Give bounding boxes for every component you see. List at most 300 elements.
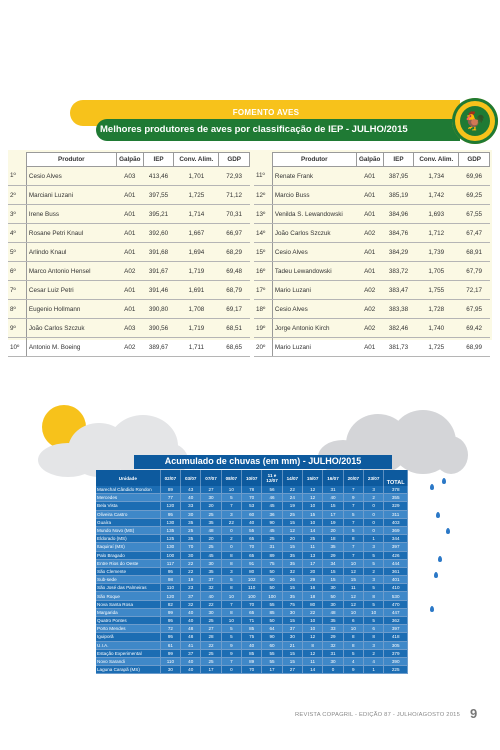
producer-name: Irene Buss [26,205,116,224]
rain-value-cell: 15 [282,543,302,551]
rain-value-cell: 8 [221,559,241,567]
rain-value-cell: 7 [221,502,241,510]
rank-cell: 20º [254,338,272,357]
rain-value-cell: 22 [282,486,302,494]
page-number: 9 [470,706,478,721]
rank-cell: 14º [254,224,272,243]
rain-value-cell: 12 [343,567,363,575]
rain-value-cell: 48 [181,633,201,641]
rain-value-cell: 22 [221,518,241,526]
gdp-cell: 68,99 [459,338,490,357]
producer-row [8,338,250,357]
producer-name: Cesio Alves [272,243,356,262]
rain-col-date: 02/07 [160,470,180,486]
rain-value-cell: 95 [160,510,180,518]
gdp-cell: 72,93 [219,167,250,186]
col-header-galpao: Galpão [356,153,383,167]
rain-value-cell: 135 [160,526,180,534]
rain-value-cell: 10 [303,625,323,633]
rain-value-cell: 28 [201,633,221,641]
rain-value-cell: 15 [282,657,302,665]
rain-value-cell: 10 [221,592,241,600]
rain-value-cell: 15 [282,617,302,625]
rain-value-cell: 30 [323,657,343,665]
rain-value-cell: 33 [181,502,201,510]
galpao-cell: A01 [116,224,143,243]
conv-cell: 1,725 [174,186,219,205]
producer-row [254,167,490,186]
rain-total-cell: 362 [384,617,408,625]
conv-cell: 1,755 [414,281,459,300]
rain-value-cell: 9 [221,641,241,649]
conv-cell: 1,719 [174,262,219,281]
iep-cell: 387,95 [383,167,414,186]
rain-value-cell: 5 [364,559,384,567]
rain-value-cell: 8 [303,641,323,649]
rain-value-cell: 55 [262,600,282,608]
rain-value-cell: 4 [364,657,384,665]
rain-row [96,584,408,592]
raindrop-icon [434,572,438,578]
iep-cell: 395,21 [143,205,174,224]
raindrop-icon [446,528,450,534]
rain-unit-name: São Clemente [96,567,160,575]
rain-value-cell: 15 [282,584,302,592]
rain-value-cell: 31 [323,486,343,494]
rain-value-cell: 0 [221,543,241,551]
rain-value-cell: 20 [201,535,221,543]
rank-cell: 9º [8,319,26,338]
rain-value-cell: 0 [364,510,384,518]
rain-unit-name: Itaquiraí (MS) [96,543,160,551]
rain-value-cell: 99 [160,649,180,657]
col-header-conv: Conv. Alim. [174,153,219,167]
rain-value-cell: 10 [343,559,363,567]
rain-value-cell: 78 [242,486,262,494]
rain-value-cell: 89 [262,551,282,559]
rain-row [96,592,408,600]
rain-value-cell: 25 [201,617,221,625]
gdp-cell: 72,17 [459,281,490,300]
rain-total-cell: 397 [384,543,408,551]
rain-value-cell: 31 [262,543,282,551]
conv-cell: 1,694 [174,243,219,262]
rain-value-cell: 0 [364,502,384,510]
rain-value-cell: 50 [323,592,343,600]
col-header-produtor: Produtor [26,153,116,167]
producers-table-right [254,152,490,357]
rain-value-cell: 10 [303,502,323,510]
rain-row [96,526,408,534]
rain-total-cell: 410 [384,584,408,592]
rain-value-cell: 25 [282,510,302,518]
rain-value-cell: 7 [343,486,363,494]
magazine-footer: REVISTA COPAGRIL - EDIÇÃO 87 - JULHO/AGOSTO 2015 [295,712,460,718]
rain-value-cell: 35 [201,567,221,575]
rain-value-cell: 37 [181,592,201,600]
rain-row [96,600,408,608]
rain-value-cell: 9 [221,649,241,657]
galpao-cell: A01 [356,243,383,262]
rank-cell: 16º [254,262,272,281]
col-header-iep: IEP [143,153,174,167]
gdp-cell: 71,12 [219,186,250,205]
gdp-cell: 68,29 [219,243,250,262]
rain-total-cell: 379 [384,649,408,657]
rain-value-cell: 40 [181,494,201,502]
rain-value-cell: 65 [242,608,262,616]
producer-row [254,338,490,357]
rain-value-cell: 60 [262,641,282,649]
rain-value-cell: 31 [323,649,343,657]
rain-value-cell: 10 [221,486,241,494]
rain-value-cell: 7 [221,657,241,665]
rank-cell: 15º [254,243,272,262]
rain-value-cell: 12 [282,526,302,534]
rain-value-cell: 0 [323,666,343,674]
rain-value-cell: 45 [201,551,221,559]
rain-value-cell: 102 [242,576,262,584]
rain-value-cell: 40 [242,518,262,526]
iep-cell: 383,38 [383,300,414,319]
rain-value-cell: 7 [343,551,363,559]
rain-col-date: 14/07 [282,470,302,486]
rain-value-cell: 8 [343,535,363,543]
rain-value-cell: 15 [323,502,343,510]
rain-value-cell: 110 [160,657,180,665]
rain-value-cell: 60 [242,510,262,518]
rain-value-cell: 35 [323,617,343,625]
gdp-cell: 69,96 [459,167,490,186]
rain-value-cell: 64 [262,625,282,633]
rain-value-cell: 30 [323,584,343,592]
rain-value-cell: 50 [262,576,282,584]
rain-value-cell: 10 [221,617,241,625]
col-header-galpao: Galpão [116,153,143,167]
rain-value-cell: 25 [303,535,323,543]
rain-value-cell: 6 [343,617,363,625]
rain-total-cell: 369 [384,526,408,534]
rain-value-cell: 27 [201,486,221,494]
galpao-cell: A01 [356,186,383,205]
rain-value-cell: 8 [221,584,241,592]
conv-cell: 1,734 [414,167,459,186]
rain-value-cell: 77 [160,494,180,502]
producer-row [8,205,250,224]
rain-row [96,486,408,494]
rank-cell: 13º [254,205,272,224]
producer-row [254,300,490,319]
rain-value-cell: 120 [160,592,180,600]
producer-name: Mario Luzani [272,338,356,357]
producer-name: João Carlos Szczuk [272,224,356,243]
rain-unit-name: Nova Santa Rosa [96,600,160,608]
producer-row [8,281,250,300]
producer-row [8,224,250,243]
rank-cell: 3º [8,205,26,224]
rain-value-cell: 50 [262,567,282,575]
rain-value-cell: 3 [364,543,384,551]
iep-cell: 384,96 [383,205,414,224]
rain-value-cell: 120 [160,502,180,510]
gdp-cell: 69,48 [219,262,250,281]
conv-cell: 1,725 [414,338,459,357]
rain-value-cell: 10 [303,617,323,625]
rain-value-cell: 11 [303,543,323,551]
conv-cell: 1,728 [414,300,459,319]
rain-value-cell: 15 [323,576,343,584]
rain-row [96,641,408,649]
rain-col-date: 11 e 12/07 [262,470,282,486]
rain-total-cell: 378 [384,486,408,494]
rain-value-cell: 89 [242,657,262,665]
rank-cell: 1º [8,167,26,186]
rain-value-cell: 40 [181,657,201,665]
rain-value-cell: 25 [201,543,221,551]
rain-row [96,657,408,665]
rain-value-cell: 100 [160,551,180,559]
rain-total-cell: 397 [384,625,408,633]
rain-value-cell: 12 [303,633,323,641]
rain-value-cell: 40 [181,617,201,625]
rain-title: Acumulado de chuvas (em mm) - JULHO/2015 [164,456,362,466]
rain-row [96,494,408,502]
rain-value-cell: 40 [201,592,221,600]
galpao-cell: A01 [356,167,383,186]
rain-value-cell: 32 [323,641,343,649]
rain-value-cell: 17 [201,666,221,674]
rain-value-cell: 21 [282,641,302,649]
rain-value-cell: 65 [242,535,262,543]
iep-cell: 390,56 [143,319,174,338]
rain-value-cell: 29 [303,576,323,584]
rain-value-cell: 32 [181,600,201,608]
rain-value-cell: 9 [343,494,363,502]
gdp-cell: 66,97 [219,224,250,243]
rain-value-cell: 75 [242,633,262,641]
rain-unit-name: Palo Bragado [96,551,160,559]
rain-col-date: 03/07 [181,470,201,486]
rain-unit-name: U.I.A. [96,641,160,649]
producer-row [254,243,490,262]
rain-value-cell: 14 [303,666,323,674]
rain-value-cell: 36 [262,510,282,518]
rain-value-cell: 5 [364,584,384,592]
gdp-cell: 69,42 [459,319,490,338]
rain-value-cell: 70 [242,666,262,674]
rain-value-cell: 12 [303,494,323,502]
rain-total-cell: 444 [384,559,408,567]
producer-row [8,167,250,186]
rain-value-cell: 10 [343,608,363,616]
rank-cell: 17º [254,281,272,300]
conv-cell: 1,691 [174,281,219,300]
producer-name: Cesio Alves [272,300,356,319]
rain-value-cell: 35 [323,543,343,551]
rain-row [96,559,408,567]
rain-unit-name: Mercedes [96,494,160,502]
rain-value-cell: 12 [343,592,363,600]
iep-cell: 390,80 [143,300,174,319]
rain-row [96,576,408,584]
rain-total-cell: 470 [384,600,408,608]
rain-value-cell: 37 [181,649,201,657]
producer-row [8,243,250,262]
iep-cell: 383,47 [383,281,414,300]
rain-value-cell: 35 [201,518,221,526]
rain-value-cell: 40 [181,666,201,674]
rain-value-cell: 20 [201,502,221,510]
rain-value-cell: 0 [221,526,241,534]
producer-row [254,281,490,300]
rain-value-cell: 19 [323,518,343,526]
rain-row [96,502,408,510]
iep-cell: 384,76 [383,224,414,243]
rain-value-cell: 45 [262,526,282,534]
rain-value-cell: 20 [323,526,343,534]
rain-value-cell: 22 [201,600,221,608]
rain-value-cell: 8 [221,608,241,616]
rain-value-cell: 50 [262,584,282,592]
rain-value-cell: 30 [181,551,201,559]
rain-value-cell: 5 [364,600,384,608]
rain-value-cell: 100 [262,592,282,600]
rain-total-cell: 329 [384,502,408,510]
rain-value-cell: 30 [160,666,180,674]
rain-value-cell: 16 [303,584,323,592]
iep-cell: 397,55 [143,186,174,205]
rain-value-cell: 20 [303,567,323,575]
rain-total-cell: 305 [384,641,408,649]
producer-name: Antonio M. Boeing [26,338,116,357]
rain-value-cell: 82 [160,600,180,608]
rain-unit-name: Quatro Pontes [96,617,160,625]
rain-value-cell: 7 [343,543,363,551]
rain-value-cell: 80 [303,600,323,608]
rain-value-cell: 37 [201,576,221,584]
rain-total-cell: 447 [384,608,408,616]
rain-value-cell: 25 [181,526,201,534]
rain-value-cell: 0 [221,666,241,674]
raindrop-icon [430,606,434,612]
rain-value-cell: 70 [181,543,201,551]
iep-cell: 413,46 [143,167,174,186]
raindrop-icon [438,556,442,562]
rain-value-cell: 0 [364,518,384,526]
rain-value-cell: 19 [181,576,201,584]
rank-cell: 19º [254,319,272,338]
rain-value-cell: 48 [181,625,201,633]
rain-unit-name: Margarida [96,608,160,616]
rain-value-cell: 5 [221,576,241,584]
producer-name: Jorge Antonio Kirch [272,319,356,338]
rain-value-cell: 6 [364,625,384,633]
rain-value-cell: 10 [343,625,363,633]
producer-name: Venilda S. Lewandowski [272,205,356,224]
rain-value-cell: 15 [323,567,343,575]
rain-value-cell: 48 [323,608,343,616]
gdp-cell: 70,31 [219,205,250,224]
producer-row [8,300,250,319]
iep-cell: 385,19 [383,186,414,205]
rain-unit-name: Bela Vista [96,502,160,510]
rain-value-cell: 5 [343,526,363,534]
col-header-conv: Conv. Alim. [414,153,459,167]
rain-value-cell: 5 [221,633,241,641]
rain-value-cell: 12 [303,649,323,657]
rain-value-cell: 8 [364,633,384,641]
rain-unit-name: Iguiporã [96,633,160,641]
rain-value-cell: 29 [323,633,343,641]
raindrop-icon [430,484,434,490]
producer-name: Marciani Luzani [26,186,116,205]
producer-name: Rosane Petri Knaul [26,224,116,243]
conv-cell: 1,711 [174,338,219,357]
rain-value-cell: 27 [282,666,302,674]
rain-total-cell: 361 [384,567,408,575]
rain-value-cell: 17 [323,510,343,518]
rain-value-cell: 61 [160,641,180,649]
producer-name: Arlindo Knaul [26,243,116,262]
rain-value-cell: 71 [242,617,262,625]
rain-value-cell: 11 [343,584,363,592]
rain-value-cell: 15 [282,649,302,657]
iep-cell: 381,73 [383,338,414,357]
rain-value-cell: 11 [303,657,323,665]
galpao-cell: A02 [116,338,143,357]
rain-value-cell: 43 [181,486,201,494]
page-title: Melhores produtores de aves por classificação de IEP - JULHO/2015 [100,124,408,135]
rain-value-cell: 100 [242,592,262,600]
rank-cell: 8º [8,300,26,319]
rain-value-cell: 15 [303,510,323,518]
rain-unit-name: Oliveira Castro [96,510,160,518]
rain-unit-name: Porto Mendes [96,625,160,633]
rain-value-cell: 85 [242,649,262,657]
galpao-cell: A01 [116,300,143,319]
rain-value-cell: 33 [323,625,343,633]
rain-value-cell: 20 [282,535,302,543]
conv-cell: 1,701 [174,167,219,186]
rain-value-cell: 19 [282,502,302,510]
producer-name: Cesar Luiz Petri [26,281,116,300]
rain-value-cell: 7 [221,600,241,608]
producer-row [254,262,490,281]
iep-cell: 391,67 [143,262,174,281]
rain-value-cell: 35 [282,559,302,567]
rain-total-cell: 418 [384,633,408,641]
rain-value-cell: 5 [221,494,241,502]
galpao-cell: A01 [356,205,383,224]
rain-value-cell: 99 [160,608,180,616]
conv-cell: 1,714 [174,205,219,224]
rain-row [96,510,408,518]
gdp-cell: 67,95 [459,300,490,319]
rain-col-date: 23/07 [364,470,384,486]
galpao-cell: A03 [116,167,143,186]
gdp-cell: 69,17 [219,300,250,319]
rain-col-unidade: Unidade [96,470,160,486]
producer-name: Cesio Alves [26,167,116,186]
rain-value-cell: 48 [201,526,221,534]
gdp-cell: 68,65 [219,338,250,357]
rain-value-cell: 5 [343,649,363,657]
rain-value-cell: 32 [282,567,302,575]
galpao-cell: A01 [116,281,143,300]
rain-unit-name: Guaíra [96,518,160,526]
rain-value-cell: 27 [201,625,221,633]
rain-value-cell: 55 [262,649,282,657]
